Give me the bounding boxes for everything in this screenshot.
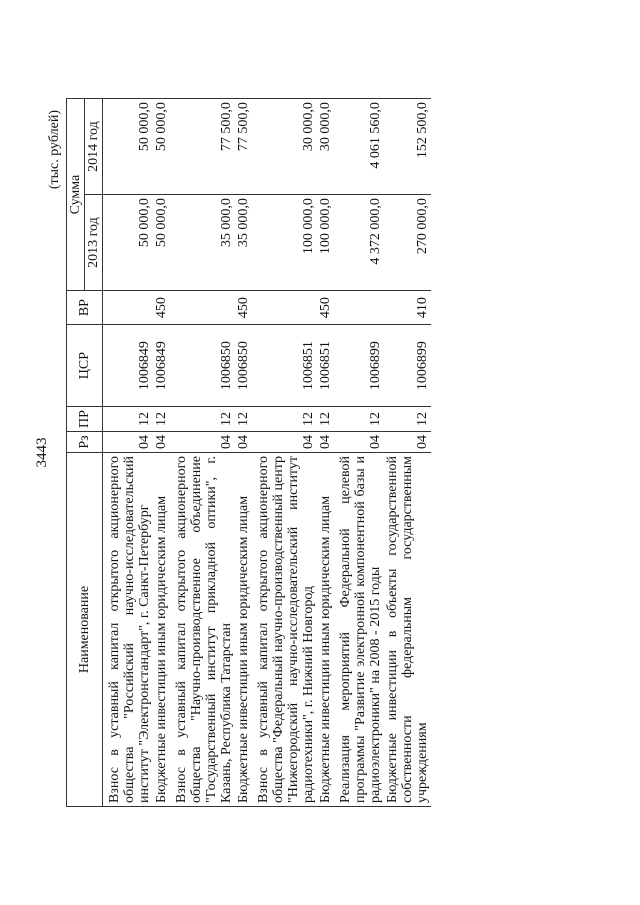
header-2013: 2013 год [85,195,103,291]
header-csr: ЦСР [67,325,103,407]
row-sum-2014: 50 000,0 [153,99,170,195]
table-row [334,99,384,807]
budget-table [66,98,431,807]
page-number: 3443 [34,437,50,468]
row-name: Взнос в уставный капитал открытого акционерного общества "Научно-производственное объединение "Государственный институт прикладной оптики", г. Казань, Республика Татарстан [170,453,235,807]
table-row [170,99,235,807]
row-vr [103,291,154,325]
row-sum-2014: 30 000,0 [317,99,334,195]
row-csr: 1006850 [170,325,235,407]
row-sum-2013: 100 000,0 [317,195,334,291]
row-csr: 1006851 [252,325,317,407]
table-row [252,99,317,807]
row-pr: 12 [334,407,384,432]
table-row [235,99,252,807]
row-pr: 12 [317,407,334,432]
row-sum-2014: 152 500,0 [384,99,431,195]
table-row [153,99,170,807]
row-csr: 1006849 [103,325,154,407]
row-csr: 1006899 [384,325,431,407]
row-vr: 450 [153,291,170,325]
units-note: (тыс. рублей) [47,110,62,190]
row-name: Бюджетные инвестиции иным юридическим лицам [317,453,334,807]
row-sum-2014: 4 061 560,0 [334,99,384,195]
row-sum-2013: 100 000,0 [252,195,317,291]
row-vr [334,291,384,325]
row-name: Взнос в уставный капитал открытого акционерного общества "Российский научно-исследовательский институт "Электронстандарт", г. Санкт-Петербург [103,453,154,807]
row-vr [252,291,317,325]
row-sum-2013: 270 000,0 [384,195,431,291]
row-rz: 04 [334,432,384,453]
row-pr: 12 [170,407,235,432]
row-pr: 12 [384,407,431,432]
row-sum-2014: 50 000,0 [103,99,154,195]
row-sum-2013: 35 000,0 [235,195,252,291]
row-vr: 450 [235,291,252,325]
header-pr: ПР [67,407,103,432]
header-sum: Сумма [67,99,85,291]
row-sum-2013: 50 000,0 [153,195,170,291]
row-rz: 04 [384,432,431,453]
row-csr: 1006851 [317,325,334,407]
row-pr: 12 [153,407,170,432]
row-vr: 450 [317,291,334,325]
header-rz: Рз [67,432,103,453]
row-sum-2013: 4 372 000,0 [334,195,384,291]
row-rz: 04 [153,432,170,453]
row-rz: 04 [170,432,235,453]
row-name: Взнос в уставный капитал открытого акционерного общества "Федеральный научно-производственный центр "Нижегородский научно-исследовательский институт радиотехники", г. Нижний Новгород [252,453,317,807]
header-2014: 2014 год [85,99,103,195]
row-pr: 12 [252,407,317,432]
row-name: Бюджетные инвестиции иным юридическим лицам [153,453,170,807]
row-sum-2013: 35 000,0 [170,195,235,291]
table-row [103,99,154,807]
row-csr: 1006899 [334,325,384,407]
row-csr: 1006850 [235,325,252,407]
row-vr [170,291,235,325]
table-header [67,99,103,807]
table-row [384,99,431,807]
row-sum-2014: 77 500,0 [235,99,252,195]
row-rz: 04 [235,432,252,453]
header-name: Наименование [67,453,103,807]
table-body [103,99,432,807]
header-vr: ВР [67,291,103,325]
row-pr: 12 [235,407,252,432]
row-vr: 410 [384,291,431,325]
row-pr: 12 [103,407,154,432]
row-rz: 04 [317,432,334,453]
row-sum-2014: 30 000,0 [252,99,317,195]
row-sum-2013: 50 000,0 [103,195,154,291]
row-name: Реализация мероприятий Федеральной целевой программы "Развитие электронной компонентной базы и радиоэлектроники" на 2008 - 2015 годы [334,453,384,807]
row-csr: 1006849 [153,325,170,407]
table-row [317,99,334,807]
row-name: Бюджетные инвестиции в объекты государственной собственности федеральным государственным учреждениям [384,453,431,807]
row-rz: 04 [103,432,154,453]
row-rz: 04 [252,432,317,453]
row-sum-2014: 77 500,0 [170,99,235,195]
row-name: Бюджетные инвестиции иным юридическим лицам [235,453,252,807]
